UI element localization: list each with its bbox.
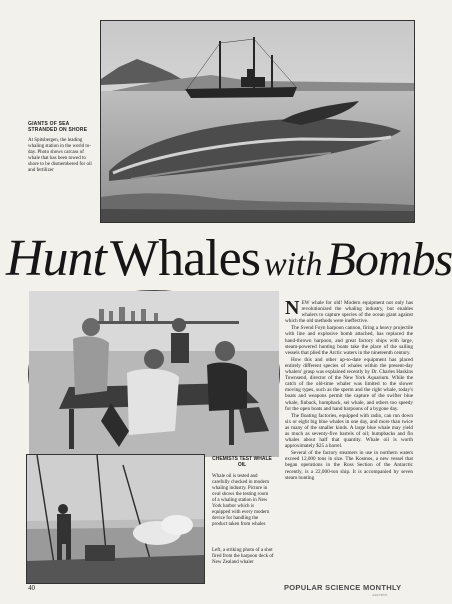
- article-body: [285, 297, 413, 482]
- top-photo-caption: [28, 121, 96, 174]
- article-paragraph: The Svend Foyn harpoon cannon, firing a heavy projectile with line and explosive bomb attached, has replaced the hand-thrown harpoon, and great factory ships with large, steam-powered hunting boats take the place of the sailing vessels that plied the Arctic waters in the nineteenth century.: [285, 325, 413, 356]
- article-paragraph: The floating factories, equipped with radio, can run down six or eight big blue whales in one day, and more than twice as many of the smaller kinds. A large blue whale may yield as much as seventy-five barrels of oil; humpbacks and fin whales about half that quantity. Whale oil is worth approximately $25 a barrel.: [285, 412, 413, 450]
- photo-harpoon-deck: [26, 454, 205, 584]
- page-number: 40: [28, 584, 35, 592]
- oval-caption-heading: CHEMISTS TEST WHALE OIL: [212, 456, 272, 468]
- photo-chemists-lab: [28, 290, 280, 458]
- article-paragraph: NEW whale for old! Modern equipment not only has revolutionized the whaling industry, but enables whalers to capture species of the ocean giant against which the old methods were ineffective.: [285, 297, 413, 325]
- magazine-title: POPULAR SCIENCE MONTHLY: [284, 583, 402, 592]
- oval-photo-caption: [212, 456, 272, 528]
- archive-credit: ARCHIVE: [372, 593, 388, 597]
- oval-caption-body: Whale oil is tested and carefully checked in modern whaling industry. Picture in oval shows the testing room of a whaling station in New York harbor which is equipped with every modern device for handling the product taken from whales: [212, 474, 270, 527]
- headline-word-3: with: [263, 246, 323, 283]
- page-title: [6, 229, 452, 287]
- headline-word-4: Bombs: [326, 233, 452, 286]
- article-paragraph: Several of the factory steamers in use in northern waters exceed 12,000 tons in size. The Kosmos, a new vessel that began operations in the Ross Section of the Antarctic recently, is a 22,000-ton ship. It is accompanied by seven steam hunting: [285, 450, 413, 481]
- headline-word-1: Hunt: [6, 230, 106, 287]
- photo-whale-carcass: [100, 20, 415, 223]
- top-caption-body: At Spitsbergen, the leading whaling station in the world to-day. Photo shows carcass of whale that has been towed to shore to be dismembered for oil and fertilizer: [28, 138, 92, 173]
- headline-word-2: Whales: [110, 230, 260, 287]
- article-paragraph: How this and other up-to-date equipment has placed entirely different species of whales within the present-day whalers' grasp was explained recently by Dr. Charles Haskins Townsend, director of the New York Aquarium. While the catch of the old-time whaler was limited to the slower moving types, such as the sperm and the right whale, today's boats and weapons permit the capture of the swifter blue whale, finback, humpback, sei whale, and others too speedy for the open boats and hand harpoons of a bygone day.: [285, 356, 413, 412]
- top-caption-heading: GIANTS OF SEA STRANDED ON SHORE: [28, 121, 88, 133]
- drop-cap: N: [285, 297, 300, 319]
- bottom-photo-caption: Left, a striking photo of a shot fired from the harpoon deck of New Zealand whaler: [212, 548, 274, 565]
